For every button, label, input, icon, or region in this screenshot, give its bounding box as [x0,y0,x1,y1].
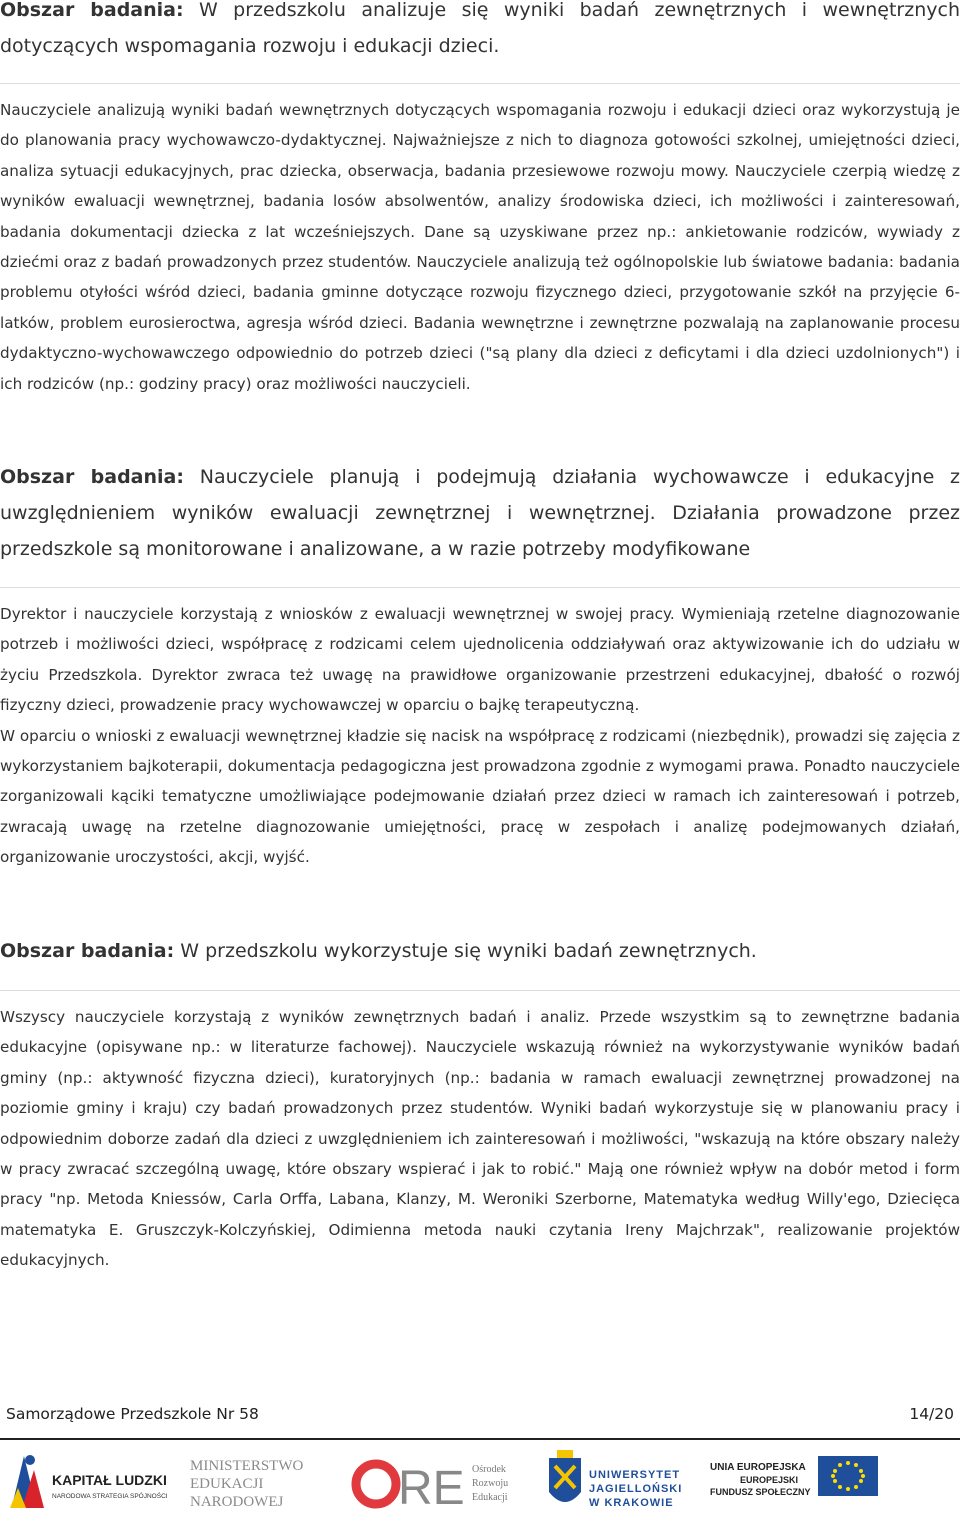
men-icon [188,1448,318,1520]
section-3-heading-block [0,933,960,969]
section-2-body [0,599,960,873]
ore-line-3: Edukacji [472,1492,508,1503]
section-2-paragraph-1: Dyrektor i nauczyciele korzystają z wniosków z ewaluacji wewnętrznej w swojej pracy. Wymieniają rzetelne diagnozowanie potrzeb i możliwości dzieci, współpracę z rodzicami celem ujednolicenia oddziaływań oraz aktywizowanie ich do udziału w życiu Przedszkola. Dyrektor zwraca też uwagę na prawidłowe organizowanie przestrzeni edukacyjnej, dbałość o rozwój fizyczny dzieci, prowadzenie pracy wychowawczej w oparciu o bajkę terapeutyczną. [0,605,960,715]
men-logo [188,1448,318,1520]
kl-title: KAPITAŁ LUDZKI [52,1472,167,1488]
section-2-label: Obszar badania: [0,466,184,488]
section-2-paragraph-2: W oparciu o wnioski z ewaluacji wewnętrznej kładzie się nacisk na współpracę z rodzicami (niezbędnik), prowadzi się zajęcia z wykorzystaniem bajkoterapii, dokumentacja pedagogiczna jest prowadzona zgodnie z wymogami prawa. Ponadto nauczyciele zorganizowali kąciki tematyczne umożliwiające podejmowanie działań przez dzieci w ramach ich zainteresowań i potrzeb, zwracają uwagę na rzetelne diagnozowanie umiejętności, pracę w zespołach i analizę podejmowanych działań, organizowanie uroczystości, akcji, wyjść. [0,726,960,867]
section-1-heading-block [0,0,960,64]
section-3-paragraph-1: Wszyscy nauczyciele korzystają z wyników zewnętrznych badań i analiz. Przede wszystkim są to zewnętrzne badania edukacyjne (opisywane np.: w literaturze fachowej). Nauczyciele wskazują również na wykorzystywanie wyników badań gminy (np.: aktywność fizyczna dzieci), kuratoryjnych (np.: badania w ramach ewaluacji zewnętrznej prowadzonej na poziomie gminy i kraju) czy badań prowadzonych przez studentów. Wyniki badań wykorzystuje się w planowaniu pracy i odpowiednim doborze zadań dla dzieci z uwzględnieniem ich zainteresowań i możliwości, "wskazują na które obszary należy w pracy zwracać szczególną uwagę, które obszary wspierać i jak to robić." Mają one również wpływ na dobór metod i form pracy "np. Metoda Kniessów, Carla Orffa, Labana, Klanzy, M. Weroniki Szerborne, Matematyka według Willy'ego, Dziecięca matematyka E. Gruszczyk-Kolczyńskiej, Odimienna metoda nauki czytania Ireny Majchrzak", realizowanie projektów edukacyjnych. [0,1008,960,1270]
footer-school-name: Samorządowe Przedszkole Nr 58 [6,1405,259,1423]
section-2-title: Nauczyciele planują i podejmują działania wychowawcze i edukacyjne z uwzględnieniem wyników ewaluacji zewnętrznej i wewnętrznej. Działania prowadzone przez przedszkole są monitorowane i analizowane, a w razie potrzeby modyfikowane [0,466,960,560]
section-3-title: W przedszkolu wykorzystuje się wyniki badań zewnętrznych. [180,940,757,962]
uj-crest-icon [545,1448,690,1520]
kl-subtitle: NARODOWA STRATEGIA SPÓJNOŚCI [52,1493,168,1500]
kapital-ludzki-icon [8,1448,173,1520]
section-3-divider [0,990,960,991]
section-1-paragraph-1: Nauczyciele analizują wyniki badań wewnętrznych dotyczących wspomagania rozwoju i edukacji dzieci oraz wykorzystują je do planowania pracy wychowawczo-dydaktycznej. Najważniejsze z nich to diagnoza gotowości szkolnej, umiejętności dzieci, analiza sytuacji edukacyjnych, prac dziecka, obserwacja, badania przesiewowe rozwoju mowy. Nauczyciele czerpią wiedzę z wyników ewaluacji wewnętrznej, badania losów absolwentów, analizy środowiska dzieci, ich możliwości i zainteresowań, badania dokumentacji dziecka z lat wcześniejszych. Dane są uzyskiwane przez np.: ankietowanie rodziców, wywiady z dziećmi oraz z badań prowadzonych przez studentów. Nauczyciele analizują też ogólnopolskie lub światowe badania: badania problemu otyłości wśród dzieci, badania gminne dotyczące rozwoju fizycznego dzieci, przygotowanie szkół na przyjęcie 6-latków, problem eurosieroctwa, agresja wśród dzieci. Badania wewnętrzne i zewnętrzne pozwalają na zaplanowanie procesu dydaktyczno-wychowawczego odpowiednio do potrzeb dzieci ("są plany dla dzieci z deficytami i dla dzieci uzdolnionych") i ich rodziców (np.: godziny pracy) oraz możliwości nauczycieli. [0,101,960,393]
uj-line-3: W KRAKOWIE [589,1497,674,1509]
svg-text:RE: RE [398,1462,465,1515]
eu-line-3: FUNDUSZ SPOŁECZNY [710,1487,811,1497]
men-line-1: MINISTERSTWO [190,1458,304,1474]
section-2-divider [0,587,960,588]
partner-logos [0,1448,960,1520]
section-1-body [0,95,960,399]
section-3-heading [0,933,960,969]
uj-line-1: UNIWERSYTET [589,1469,681,1481]
section-1-label: Obszar badania: [0,0,184,21]
footer-divider [0,1438,960,1440]
ore-icon [350,1448,525,1520]
footer-page-number: 14/20 [909,1405,954,1423]
kapital-ludzki-logo [8,1448,173,1520]
eu-line-2: EUROPEJSKI [740,1475,799,1485]
ore-line-2: Rozwoju [472,1478,509,1489]
section-2-heading [0,459,960,567]
men-line-3: NARODOWEJ [190,1494,284,1510]
eu-logo [706,1448,954,1520]
section-1-divider [0,83,960,84]
ore-line-1: Ośrodek [472,1464,506,1475]
men-line-2: EDUKACJI [190,1476,264,1492]
section-1-heading [0,0,960,64]
uj-line-2: JAGIELLOŃSKI [589,1483,683,1495]
section-1-title: W przedszkolu analizuje się wyniki badań zewnętrznych i wewnętrznych dotyczących wspomagania rozwoju i edukacji dzieci. [0,0,960,57]
section-3-label: Obszar badania: [0,940,175,962]
ore-logo [350,1448,525,1520]
section-2-heading-block [0,459,960,567]
section-3-body [0,1002,960,1276]
eu-line-1: UNIA EUROPEJSKA [710,1462,806,1473]
uj-logo [545,1448,690,1520]
eu-flag-icon [706,1448,954,1520]
